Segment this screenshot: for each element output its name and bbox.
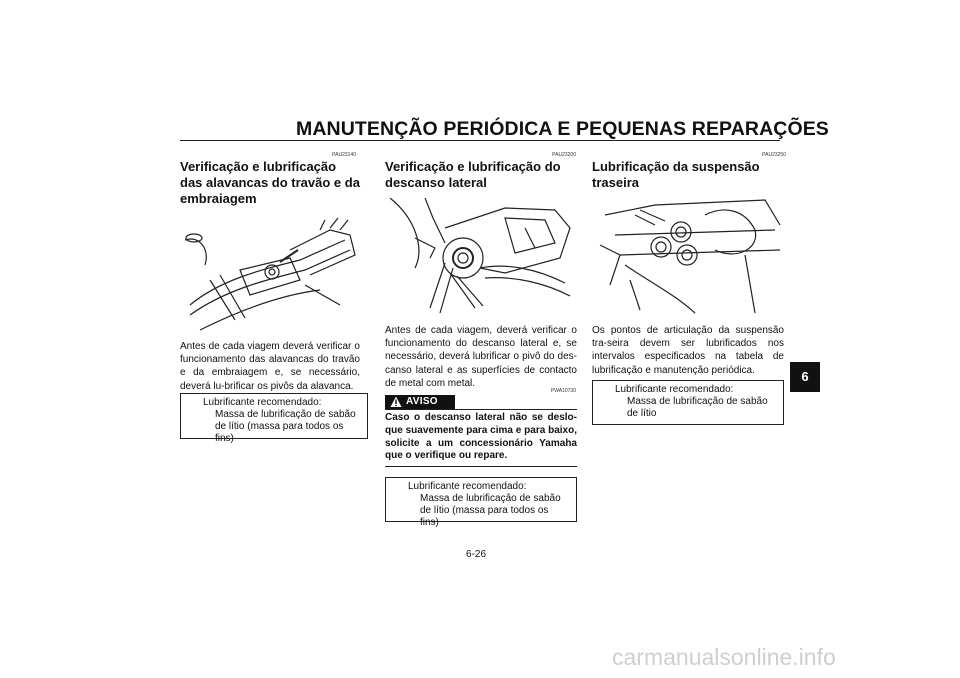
watermark: carmanualsonline.info (612, 644, 836, 670)
lubricant-box (180, 393, 368, 444)
section-code: PAU23140 (332, 152, 356, 158)
title-rule (180, 140, 780, 141)
lever-illustration (180, 210, 360, 335)
section-heading: Verificação e lubrificação das alavancas do travão e da embraiagem (180, 159, 360, 206)
lubricant-label: Lubrificante recomendado: (203, 397, 322, 408)
lubricant-value: Massa de lubrificação de sabão de lítio (massa para todos os fins) (420, 493, 561, 528)
lubricant-box (385, 477, 577, 528)
section-heading: Lubrificação da suspensão traseira (592, 159, 760, 190)
warning-top-rule (385, 409, 577, 410)
warning-triangle-icon (390, 396, 402, 408)
lubricant-value: Massa de lubrificação de sabão de lítio (massa para todos os fins) (215, 409, 356, 444)
section-body: Antes de cada viagem, deverá verificar o funcionamento do descanso lateral e, se necessário, deverá lubrificar o pivô do des-canso lateral e as superfícies de contacto de metal com metal. (385, 325, 577, 389)
lubricant-box (592, 380, 784, 425)
page-number: 6-26 (466, 549, 487, 560)
section-body: Antes de cada viagem deverá verificar o funcionamento das alavancas do travão e da embraiagem e, se necessário, deverá lu-brificar os pivôs da alavanca. (180, 341, 360, 392)
section-code: PAU23200 (552, 152, 576, 158)
lubricant-label: Lubrificante recomendado: (615, 384, 734, 395)
warning-text: Caso o descanso lateral não se deslo-que suavemente para cima e para baixo, solicite a um concessionário Yamaha que o verifique ou repare. (385, 412, 577, 462)
section-code: PAU23250 (762, 152, 786, 158)
chapter-tab: 6 (790, 362, 820, 392)
rear-suspension-illustration (595, 195, 785, 315)
section-body: Os pontos de articulação da suspensão tra-seira devem ser lubrificados nos intervalos especificados na tabela de lubrificação e manutenção periódica. (592, 325, 784, 376)
warning-label-text: AVISO (406, 396, 438, 407)
lubricant-value: Massa de lubrificação de sabão de lítio (627, 396, 768, 419)
lubricant-label: Lubrificante recomendado: (408, 481, 527, 492)
warning-label (385, 395, 455, 409)
warning-code: PWA10730 (550, 388, 576, 394)
sidestand-illustration (385, 198, 577, 318)
warning-bottom-rule (385, 466, 577, 467)
page-title: MANUTENÇÃO PERIÓDICA E PEQUENAS REPARAÇÕES (296, 118, 829, 140)
section-heading: Verificação e lubrificação do descanso lateral (385, 159, 561, 190)
